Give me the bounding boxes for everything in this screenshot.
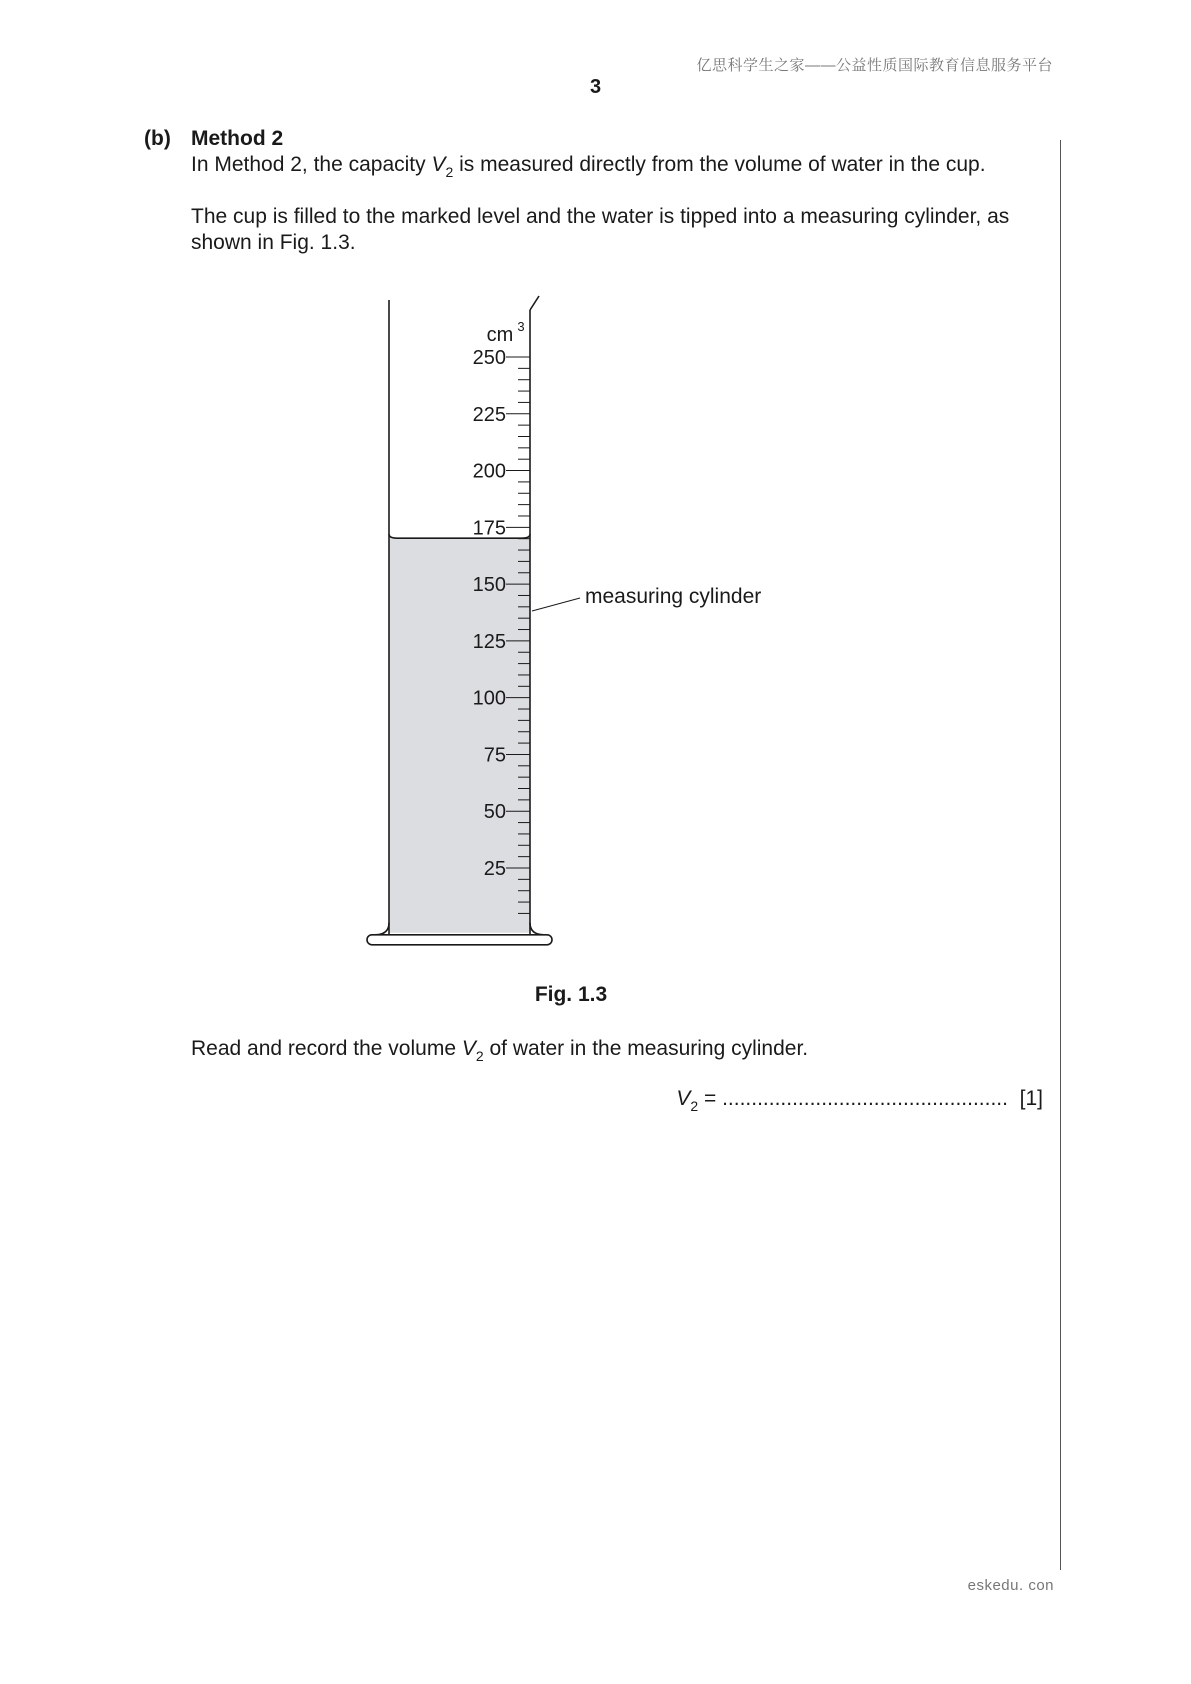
scale-label: 125 [472, 630, 506, 653]
instruction-text [191, 1036, 1051, 1063]
header-watermark: 亿思科学生之家——公益性质国际教育信息服务平台 [696, 57, 1053, 74]
question-label: (b) [144, 127, 171, 150]
unit-label: cm [486, 324, 514, 346]
method-text-end: is measured directly from the volume of water in the cup. [453, 153, 986, 176]
instruction-start: Read and record the volume [191, 1037, 462, 1060]
scale-label: 225 [472, 403, 506, 426]
method-text-start: In Method 2, the capacity [191, 153, 432, 176]
unit-superscript: 3 [517, 319, 525, 334]
answer-marks: [1] [1019, 1087, 1043, 1110]
answer-line[interactable] [676, 1087, 1043, 1114]
var-v: V [431, 153, 446, 176]
question-title: Method 2 [191, 127, 284, 150]
water [389, 534, 530, 933]
cylinder-spout [530, 296, 539, 310]
procedure-text: The cup is filled to the marked level and the water is tipped into a measuring cylinder, as shown in Fig. 1.3. [191, 205, 1010, 254]
scale-label: 200 [472, 460, 506, 483]
var-subscript: 2 [445, 164, 454, 180]
water-meniscus [389, 534, 530, 538]
answer-var-subscript: 2 [690, 1098, 699, 1114]
cylinder-base [367, 935, 552, 945]
scale-label: 25 [483, 858, 506, 880]
callout-line [532, 598, 580, 611]
scale-label: 100 [472, 687, 506, 710]
page-number: 3 [589, 76, 602, 98]
answer-equals: = [698, 1087, 723, 1110]
callout-label: measuring cylinder [585, 585, 762, 608]
answer-var-v: V [676, 1087, 691, 1110]
instruction-end: of water in the measuring cylinder. [483, 1037, 809, 1060]
scale-label: 75 [483, 744, 506, 767]
instruction-var-v: V [461, 1037, 476, 1060]
scale-label: 175 [472, 517, 506, 540]
answer-dots[interactable]: ................................................. [722, 1087, 1008, 1110]
scale-label: 150 [472, 574, 506, 597]
figure-caption: Fig. 1.3 [534, 983, 608, 1006]
instruction-var-subscript: 2 [475, 1048, 484, 1064]
scale-label: 250 [472, 347, 506, 369]
scale-label: 50 [483, 801, 506, 824]
footer-site: eskedu. con [967, 1577, 1054, 1594]
